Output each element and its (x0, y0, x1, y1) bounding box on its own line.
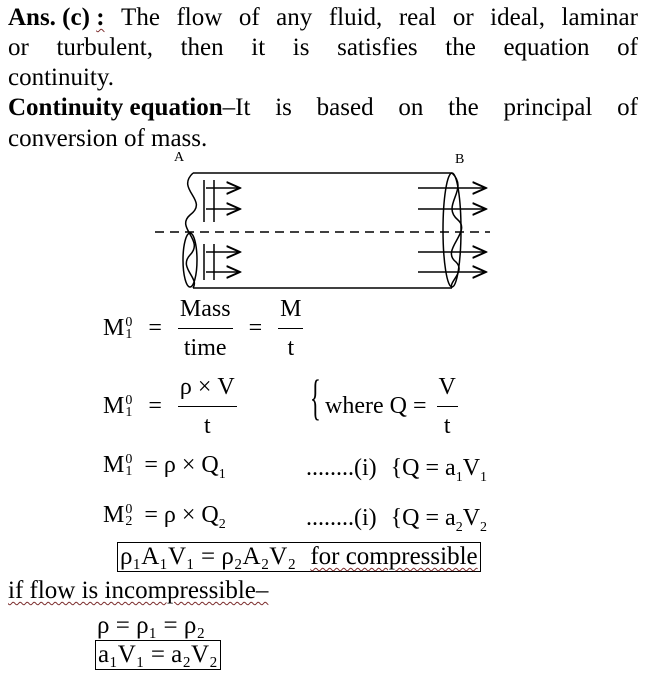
mass-over-time-fraction: $\frac{\text{Mass}}{\text{time}}$ (179, 296, 231, 361)
incompressible-heading: if flow is incompressible– (8, 577, 269, 604)
m-over-t-fraction: $\frac{M}{t}$ (280, 296, 302, 361)
word: of (238, 4, 260, 31)
word: then (180, 34, 224, 61)
where-brace: { (310, 369, 321, 425)
word: the (445, 34, 476, 61)
word: principal (503, 94, 593, 121)
word: flow (176, 4, 223, 31)
where-clause: where Q = $\frac{V}{t}$ (325, 374, 456, 439)
equation-mass-flow: M 0 1 = $\frac{\text{Mass}}{\text{time}}$ = $\frac{M}{t}$ (103, 296, 302, 361)
word: ideal, (490, 4, 546, 31)
answer-label: Ans. (c) (8, 4, 90, 31)
continuity-line-2: conversion of mass. (8, 125, 208, 152)
incompressible-equation: a₁V₁ = a₂V₂ (95, 640, 221, 670)
word: or (8, 34, 29, 61)
equation-m2: M 0 2 = $\rho \times Q_2$ (103, 502, 226, 532)
compressible-equation: ρ₁A₁V₁ = ρ₂A₂V₂ for compressible (117, 542, 481, 572)
word: of (617, 34, 638, 61)
intro-line-1 (8, 3, 638, 33)
pipe-left-end (186, 173, 197, 288)
word: fluid, (328, 4, 383, 31)
word: based (316, 94, 374, 121)
word: it (251, 34, 266, 61)
pipe-right-end (451, 173, 461, 288)
word: equation (503, 34, 590, 61)
word: real (398, 4, 437, 31)
word: turbulent, (56, 34, 153, 61)
word: or (452, 4, 474, 31)
equation-density-volume: M 0 1 = $\frac{\rho \times V}{t}$ (103, 374, 235, 439)
word: is (275, 94, 292, 121)
equation-m1: M 0 1 = $\rho \times Q_1$ (103, 452, 226, 482)
word: laminar (561, 4, 638, 31)
intro-line-3: continuity. (8, 64, 115, 91)
diagram-label-a: A (174, 150, 185, 165)
word: of (617, 94, 638, 121)
continuity-heading: Continuity equation (8, 94, 223, 121)
word: satisfies (337, 34, 418, 61)
intro-line-2 (8, 33, 638, 63)
pipe-left-section (183, 233, 197, 287)
rho-equality: ρ = ρ₁ = ρ₂ (97, 612, 206, 639)
word: –It (222, 94, 251, 121)
diagram-label-b: B (455, 152, 465, 167)
word: the (448, 94, 479, 121)
word: is (292, 34, 310, 61)
equation-tag-2: ........(i) {$Q = a_2V_2$ (306, 505, 488, 535)
word: on (398, 94, 424, 121)
continuity-line-1 (8, 93, 638, 123)
equation-tag-1: ........(i) {$Q = a_1V_1$ (306, 455, 488, 485)
pipe-right-section (443, 173, 461, 287)
word: The (121, 4, 160, 31)
word: any (276, 4, 313, 31)
answer-colon: : (96, 4, 105, 31)
rho-v-over-t-fraction: $\frac{\rho \times V}{t}$ (179, 374, 235, 439)
